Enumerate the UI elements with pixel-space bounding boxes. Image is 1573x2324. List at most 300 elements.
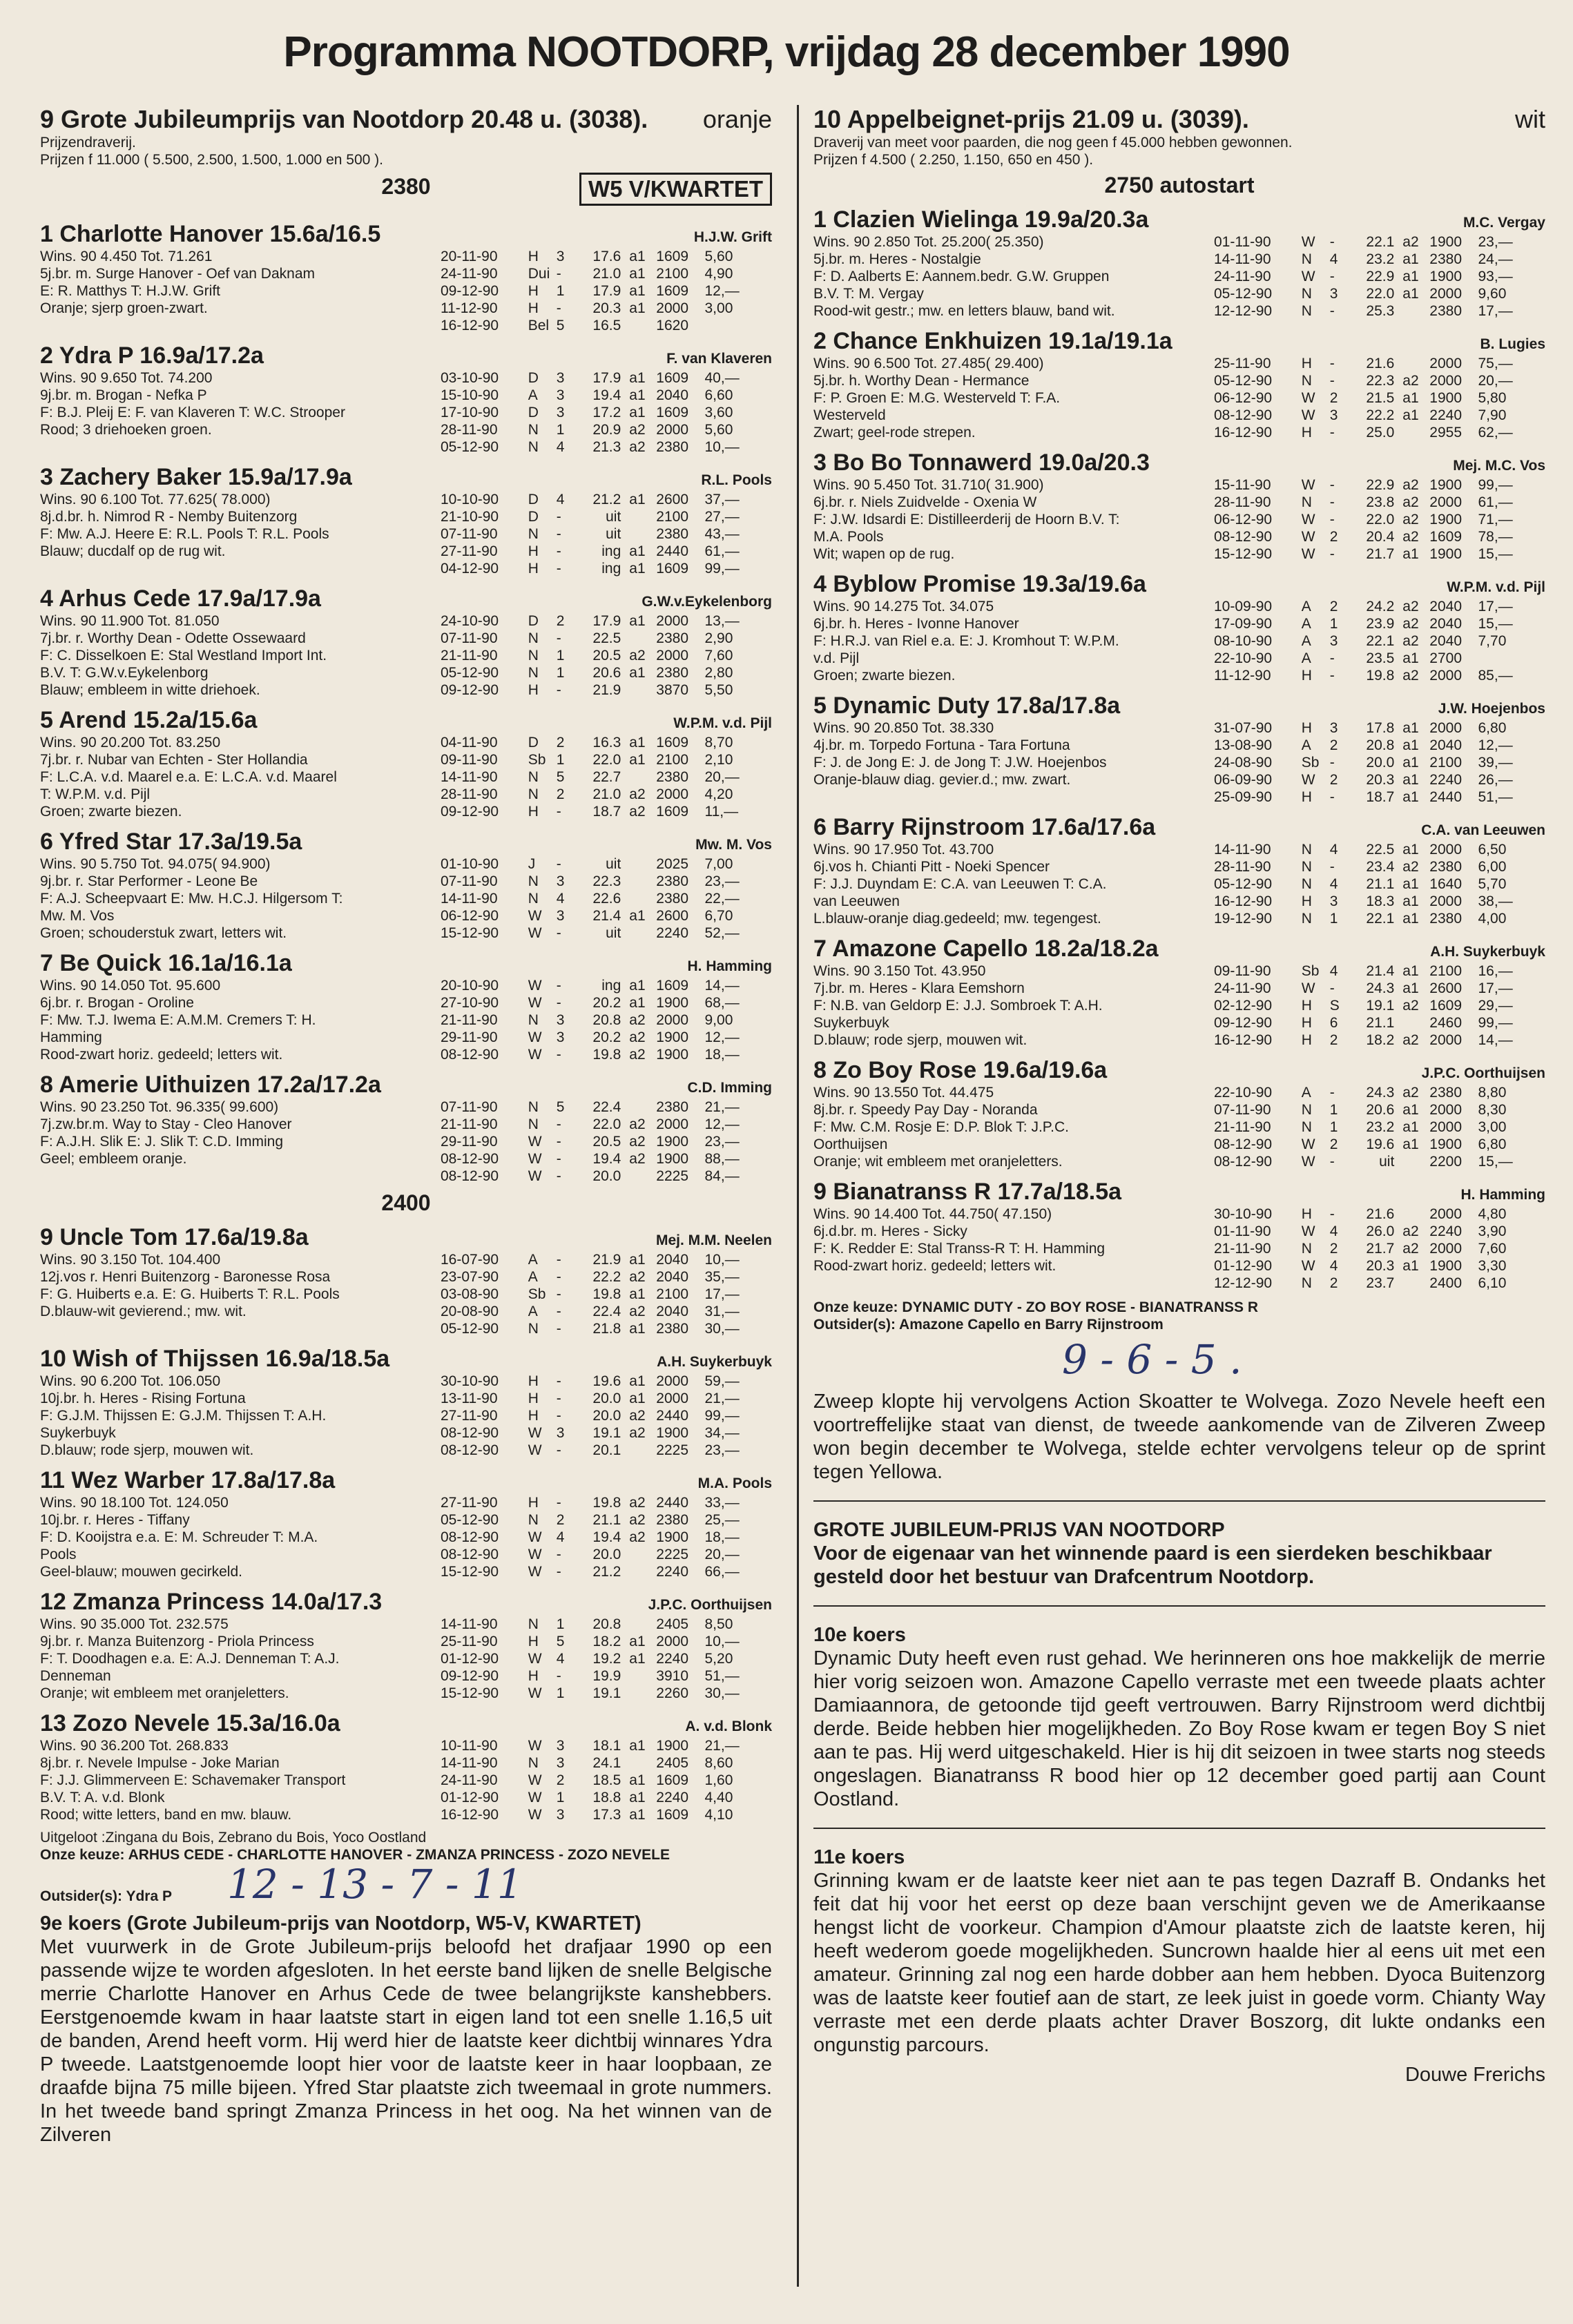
form-cell: a1 — [1402, 1258, 1419, 1274]
form-cell: 5 — [556, 318, 565, 333]
form-row — [1214, 841, 1545, 858]
form-cell: 2000 — [656, 1391, 689, 1406]
form-cell: 2040 — [1429, 633, 1463, 649]
form-cell — [629, 1546, 656, 1563]
form-cell: a1 — [1402, 286, 1419, 302]
form-row — [1214, 1240, 1545, 1257]
horse-detail-line: 5j.br. m. Heres - Nostalgie — [813, 251, 981, 267]
form-cell: 6 — [1329, 1015, 1338, 1031]
form-cell: W — [1301, 390, 1315, 406]
form-row — [441, 1563, 772, 1580]
form-cell: 20.9 — [592, 422, 621, 438]
form-cell: 21.0 — [592, 786, 621, 802]
form-cell: - — [556, 682, 561, 698]
form-cell: 2225 — [656, 1547, 689, 1562]
form-cell: - — [1329, 494, 1335, 510]
form-cell: a2 — [629, 786, 646, 802]
form-cell: a1 — [1402, 546, 1419, 562]
horse-name: 7 Amazone Capello 18.2a/18.2a — [813, 936, 1159, 962]
form-cell: 1609 — [656, 405, 689, 420]
form-cell: 28-11-90 — [441, 786, 498, 802]
author: Douwe Frerichs — [1405, 2064, 1545, 2086]
form-cell: W — [528, 1772, 542, 1788]
form-row — [441, 1511, 772, 1529]
form-cell: W — [528, 1029, 542, 1045]
form-cell — [629, 924, 656, 942]
form-cell: 3910 — [656, 1668, 689, 1684]
form-cell: - — [556, 1151, 561, 1167]
form-cell: 1 — [1329, 1102, 1338, 1118]
race9-bet-box: W5 V/KWARTET — [579, 173, 772, 206]
horse-entry-header — [40, 1346, 772, 1373]
form-cell: 2240 — [656, 1651, 689, 1667]
form-cell: 05-12-90 — [441, 439, 499, 455]
form-cell: 19.1 — [592, 1425, 621, 1441]
form-cell: uit — [606, 925, 621, 941]
form-cell: 1900 — [656, 1425, 689, 1441]
form-cell: 22.0 — [1366, 512, 1395, 527]
form-cell: 71,— — [1478, 512, 1513, 527]
form-cell: 22.0 — [1366, 286, 1395, 302]
horse-name: 9 Bianatranss R 17.7a/18.5a — [813, 1179, 1122, 1205]
form-cell: 22.6 — [592, 891, 621, 907]
form-cell: 17.9 — [592, 613, 621, 629]
form-row — [441, 508, 772, 525]
form-cell: 2380 — [1429, 911, 1463, 927]
form-cell: a1 — [629, 249, 646, 264]
form-cell: 99,— — [1478, 477, 1513, 493]
form-cell: N — [1301, 1241, 1312, 1257]
horse-entry — [40, 464, 772, 577]
form-cell: 2000 — [1429, 842, 1463, 858]
form-row — [1214, 1101, 1545, 1119]
form-cell: 1 — [1329, 616, 1338, 632]
form-cell: 3 — [1329, 720, 1338, 736]
form-cell: A — [1301, 737, 1311, 753]
form-cell: 33,— — [704, 1495, 740, 1511]
form-row — [441, 1390, 772, 1407]
form-cell: 1900 — [1429, 512, 1463, 527]
form-cell: 43,— — [704, 526, 740, 542]
form-cell: N — [528, 891, 539, 907]
form-cell: 14-11-90 — [1214, 251, 1271, 267]
form-cell: - — [1329, 668, 1335, 684]
form-cell: 1 — [556, 1616, 565, 1632]
form-cell: 2240 — [1429, 407, 1463, 423]
horse-name: 2 Ydra P 16.9a/17.2a — [40, 342, 264, 369]
form-cell: W — [528, 1790, 542, 1805]
horse-trainer: C.A. van Leeuwen — [1421, 822, 1545, 838]
form-cell: - — [556, 1269, 561, 1285]
form-cell: 05-12-90 — [441, 1321, 499, 1337]
column-divider — [797, 105, 799, 2287]
form-cell: 08-12-90 — [1214, 1136, 1273, 1152]
form-cell: 22,— — [704, 891, 740, 907]
form-cell: 19.4 — [592, 387, 621, 403]
form-cell: a1 — [629, 1373, 646, 1389]
horse-detail-line: F: A.J. Scheepvaart E: Mw. H.C.J. Hilgersom T: — [40, 891, 343, 907]
form-cell: 2200 — [1429, 1154, 1463, 1170]
form-cell: a2 — [629, 1134, 646, 1150]
horse-name: 9 Uncle Tom 17.6a/19.8a — [40, 1224, 309, 1250]
form-cell: - — [556, 1321, 561, 1337]
race9-header — [40, 105, 772, 134]
form-row — [1214, 545, 1545, 563]
form-cell: 20.6 — [1366, 1102, 1395, 1118]
form-cell: 22.2 — [592, 1269, 621, 1285]
form-cell: 19-12-90 — [1214, 911, 1273, 927]
form-cell: 2 — [1329, 1136, 1338, 1152]
horse-entry-header — [813, 1057, 1545, 1084]
form-cell: Sb — [1301, 963, 1320, 979]
form-cell: 2000 — [1429, 1241, 1463, 1257]
form-row — [441, 248, 772, 265]
form-cell: a1 — [1402, 980, 1419, 996]
form-cell: - — [1329, 755, 1335, 771]
form-cell: 16.3 — [592, 735, 621, 751]
horse-entry-header — [40, 1710, 772, 1737]
form-row — [441, 612, 772, 630]
form-cell: 31-07-90 — [1214, 720, 1273, 736]
form-cell — [1402, 1205, 1429, 1223]
form-row — [1214, 615, 1545, 632]
form-cell: 2000 — [1429, 1032, 1463, 1048]
form-cell: 10-11-90 — [441, 1738, 498, 1754]
form-cell: ing — [601, 543, 621, 559]
form-cell: 4 — [556, 1529, 565, 1545]
form-cell: 5 — [556, 1099, 565, 1115]
form-cell: 05-12-90 — [1214, 286, 1273, 302]
form-cell: 12,— — [704, 1029, 740, 1045]
form-row — [441, 1737, 772, 1754]
form-row — [1214, 1014, 1545, 1032]
form-cell: 19.4 — [592, 1529, 621, 1545]
horse-trainer: A.H. Suykerbuyk — [1430, 944, 1545, 960]
horse-name: 1 Charlotte Hanover 15.6a/16.5 — [40, 221, 381, 247]
horse-trainer: C.D. Imming — [687, 1080, 772, 1096]
form-cell: a1 — [629, 1321, 646, 1337]
form-row — [441, 924, 772, 942]
race9-info — [40, 134, 772, 168]
form-cell: 6,60 — [704, 387, 733, 403]
horse-trainer: Mw. M. Vos — [695, 837, 772, 853]
form-cell: 1609 — [656, 249, 689, 264]
form-cell: 15,— — [1478, 546, 1513, 562]
form-cell: 3,00 — [1478, 1119, 1507, 1135]
horse-detail-line: Rood; 3 driehoeken groen. — [40, 422, 212, 438]
form-cell — [629, 1098, 656, 1116]
form-cell: 20.3 — [1366, 772, 1395, 788]
form-cell: - — [556, 1495, 561, 1511]
horse-detail-line: D.blauw; rode sjerp, mouwen wit. — [813, 1032, 1027, 1048]
form-cell: a2 — [1402, 1085, 1419, 1101]
form-cell: H — [528, 1408, 539, 1424]
form-cell: a2 — [629, 1151, 646, 1167]
form-cell: 15-12-90 — [441, 925, 499, 941]
form-row — [1214, 598, 1545, 615]
form-cell: - — [556, 1047, 561, 1063]
form-cell — [1402, 355, 1429, 372]
form-cell: 1 — [556, 752, 565, 768]
form-cell: W — [528, 1134, 542, 1150]
form-cell: 2225 — [656, 1168, 689, 1184]
form-row — [441, 1633, 772, 1650]
horse-detail-line: Wins. 90 6.200 Tot. 106.050 — [40, 1373, 221, 1389]
form-cell: 23.7 — [1366, 1275, 1395, 1291]
form-cell: - — [1329, 980, 1335, 996]
form-cell: N — [528, 665, 539, 681]
form-cell: N — [1301, 859, 1312, 875]
horse-detail-line: Rood-wit gestr.; mw. en letters blauw, band wit. — [813, 303, 1115, 319]
horse-form-table — [441, 1373, 772, 1459]
form-cell: 09-12-90 — [441, 682, 499, 698]
horse-trainer: H. Hamming — [687, 958, 772, 974]
form-row — [1214, 1205, 1545, 1223]
horse-detail-line: Wins. 90 11.900 Tot. 81.050 — [40, 613, 220, 629]
form-cell: - — [1329, 546, 1335, 562]
horse-detail-line: Zwart; geel-rode strepen. — [813, 425, 976, 440]
page-title: Programma NOOTDORP, vrijdag 28 december 1990 — [283, 28, 1290, 76]
horse-detail-line: Wins. 90 14.050 Tot. 95.600 — [40, 978, 221, 994]
horse-details — [813, 719, 1214, 806]
form-cell: 3,30 — [1478, 1258, 1507, 1274]
form-row — [441, 387, 772, 404]
form-cell: a2 — [1402, 512, 1419, 527]
form-cell: 19.9 — [592, 1668, 621, 1684]
form-row — [1214, 476, 1545, 494]
form-cell: 5,60 — [704, 422, 733, 438]
form-cell: 20.0 — [592, 1168, 621, 1184]
form-cell: 5,80 — [1478, 390, 1507, 406]
form-cell: N — [528, 526, 539, 542]
form-cell: 6,80 — [1478, 720, 1507, 736]
race9-info-line: Prijzendraverij. — [40, 135, 136, 151]
form-cell: - — [1329, 234, 1335, 250]
form-cell: 2 — [1329, 737, 1338, 753]
horse-detail-line: Wins. 90 6.500 Tot. 27.485( 29.400) — [813, 356, 1044, 371]
form-cell: 18.2 — [1366, 1032, 1395, 1048]
horse-trainer: H. Hamming — [1460, 1187, 1545, 1203]
form-row — [1214, 233, 1545, 251]
form-row — [441, 1098, 772, 1116]
horse-detail-line: Denneman — [40, 1668, 111, 1684]
horse-detail-line: 7j.br. m. Heres - Klara Eemshorn — [813, 980, 1025, 996]
form-cell: a1 — [629, 405, 646, 420]
form-cell: 17,— — [1478, 303, 1513, 319]
form-cell: a2 — [629, 439, 646, 455]
form-cell: 1609 — [656, 978, 689, 994]
horse-detail-line: Wins. 90 35.000 Tot. 232.575 — [40, 1616, 229, 1632]
form-cell: 14-11-90 — [441, 891, 498, 907]
form-cell: 61,— — [1478, 494, 1513, 510]
form-cell: a2 — [1402, 668, 1419, 684]
horse-trainer: J.P.C. Oorthuijsen — [1421, 1065, 1545, 1081]
form-row — [441, 421, 772, 438]
form-cell: 20-11-90 — [441, 249, 498, 264]
form-cell: a2 — [1402, 859, 1419, 875]
form-cell: 2600 — [656, 492, 689, 507]
form-cell: a2 — [1402, 234, 1419, 250]
form-cell: W — [528, 1047, 542, 1063]
form-cell: 16.5 — [592, 318, 621, 333]
form-cell: a1 — [629, 300, 646, 316]
form-cell: a2 — [1402, 477, 1419, 493]
form-cell: 1 — [556, 1685, 565, 1701]
form-cell: A — [1301, 650, 1311, 666]
form-cell: 16-12-90 — [1214, 1032, 1273, 1048]
form-cell: W — [528, 1685, 542, 1701]
horse-name: 8 Amerie Uithuizen 17.2a/17.2a — [40, 1072, 381, 1098]
form-row — [1214, 1119, 1545, 1136]
form-row — [441, 1494, 772, 1511]
horse-detail-line: L.blauw-oranje diag.gedeeld; mw. tegengest. — [813, 911, 1101, 927]
horse-trainer: W.P.M. v.d. Pijl — [1447, 579, 1545, 595]
form-cell: 13-08-90 — [1214, 737, 1273, 753]
form-cell: 30,— — [704, 1685, 740, 1701]
form-row — [1214, 632, 1545, 650]
form-cell: 1900 — [656, 1529, 689, 1545]
form-row — [1214, 650, 1545, 667]
form-cell: 21.2 — [592, 492, 621, 507]
horse-trainer: J.W. Hoejenbos — [1438, 701, 1545, 717]
horse-entry-header — [40, 1072, 772, 1098]
form-cell: 19.6 — [1366, 1136, 1395, 1152]
form-cell: 8,80 — [1478, 1085, 1507, 1101]
horse-details — [40, 1373, 441, 1459]
form-row — [1214, 285, 1545, 302]
form-cell: N — [1301, 286, 1312, 302]
horse-name: 6 Barry Rijnstroom 17.6a/17.6a — [813, 814, 1156, 840]
form-cell: a2 — [1402, 529, 1419, 545]
form-cell: - — [1329, 477, 1335, 493]
form-cell: a1 — [629, 1738, 646, 1754]
form-cell: 2380 — [1429, 859, 1463, 875]
form-row — [1214, 407, 1545, 424]
horse-detail-line: Wins. 90 20.850 Tot. 38.330 — [813, 720, 994, 736]
horse-entry-header — [40, 464, 772, 491]
form-cell: - — [556, 1252, 561, 1268]
form-cell: 2380 — [1429, 303, 1463, 319]
horse-form-table — [441, 612, 772, 699]
form-row — [441, 560, 772, 577]
form-cell — [1402, 302, 1429, 320]
horse-detail-line: Wins. 90 9.650 Tot. 74.200 — [40, 370, 213, 386]
form-cell: 21.1 — [1366, 876, 1395, 892]
form-cell: 4 — [1329, 251, 1338, 267]
form-cell: H — [528, 1495, 539, 1511]
form-cell: D — [528, 613, 539, 629]
horse-entry — [813, 571, 1545, 684]
horse-entry — [813, 693, 1545, 806]
form-row — [1214, 858, 1545, 875]
horse-detail-line: Wins. 90 13.550 Tot. 44.475 — [813, 1085, 994, 1101]
form-cell: a1 — [629, 1807, 646, 1823]
horse-detail-line: Rood; witte letters, band en mw. blauw. — [40, 1807, 292, 1823]
form-cell: 14-11-90 — [1214, 842, 1271, 858]
form-cell: 2040 — [1429, 599, 1463, 614]
form-cell: 08-12-90 — [441, 1168, 499, 1184]
form-cell: a2 — [629, 422, 646, 438]
horse-entry — [40, 221, 772, 334]
form-cell: 2380 — [656, 439, 689, 455]
horse-form-table — [1214, 841, 1545, 927]
form-cell: 2240 — [1429, 1223, 1463, 1239]
form-cell: 22.0 — [592, 1116, 621, 1132]
horse-detail-line: Rood-zwart horiz. gedeeld; letters wit. — [813, 1258, 1056, 1274]
form-cell: 2000 — [656, 613, 689, 629]
form-cell: W — [1301, 1136, 1315, 1152]
form-cell: a2 — [1402, 1223, 1419, 1239]
form-row — [1214, 302, 1545, 320]
form-cell: 4 — [556, 492, 565, 507]
form-cell: 5,60 — [704, 249, 733, 264]
form-cell: - — [556, 300, 561, 316]
horse-entry — [40, 1346, 772, 1459]
form-cell: 09-12-90 — [441, 283, 499, 299]
form-cell: 21,— — [704, 1099, 740, 1115]
form-cell: 10-10-90 — [441, 492, 499, 507]
form-cell: H — [1301, 893, 1312, 909]
form-row — [1214, 910, 1545, 927]
form-row — [1214, 1223, 1545, 1240]
form-cell: a1 — [1402, 1136, 1419, 1152]
form-cell: 1900 — [656, 1047, 689, 1063]
form-cell: H — [1301, 668, 1312, 684]
form-cell: 08-12-90 — [1214, 407, 1273, 423]
form-cell: - — [1329, 303, 1335, 319]
form-cell: N — [1301, 1102, 1312, 1118]
form-row — [1214, 355, 1545, 372]
form-cell: 2000 — [1429, 494, 1463, 510]
form-cell: 1900 — [656, 1134, 689, 1150]
form-cell — [629, 508, 656, 525]
form-cell: 4 — [556, 891, 565, 907]
horse-detail-line: Oranje; sjerp groen-zwart. — [40, 300, 208, 316]
race10-info-line: Draverij van meet voor paarden, die nog geen f 45.000 hebben gewonnen. — [813, 135, 1293, 151]
form-cell: 4 — [1329, 1223, 1338, 1239]
horse-entry-header — [813, 449, 1545, 476]
form-cell: W — [1301, 772, 1315, 788]
form-row — [441, 300, 772, 317]
form-row — [441, 1806, 772, 1823]
form-cell: 2380 — [1429, 251, 1463, 267]
form-cell: 20.1 — [592, 1442, 621, 1458]
form-cell: 23.5 — [1366, 650, 1395, 666]
form-cell: 6,50 — [1478, 842, 1507, 858]
form-cell: 12,— — [1478, 737, 1513, 753]
form-cell: 2 — [556, 613, 565, 629]
horse-detail-line: Oranje; wit embleem met oranjeletters. — [40, 1685, 289, 1701]
form-cell — [1402, 1275, 1429, 1292]
form-cell: 06-12-90 — [1214, 390, 1273, 406]
form-cell: 2 — [556, 1772, 565, 1788]
form-cell: H — [528, 682, 539, 698]
form-cell: D — [528, 405, 539, 420]
horse-details — [40, 1737, 441, 1823]
form-cell: 2380 — [656, 665, 689, 681]
form-cell: 2000 — [1429, 1206, 1463, 1222]
form-cell — [705, 317, 773, 334]
form-cell: 2100 — [656, 752, 689, 768]
form-cell: 05-12-90 — [441, 665, 499, 681]
form-cell: 8,60 — [704, 1755, 733, 1771]
race9-column — [40, 105, 772, 2147]
form-cell: a1 — [1402, 650, 1419, 666]
horse-form-table — [441, 1737, 772, 1823]
form-cell: a1 — [629, 1286, 646, 1302]
race10-preview-heading: 10e koers — [813, 1624, 906, 1646]
form-cell: 23.2 — [1366, 251, 1395, 267]
